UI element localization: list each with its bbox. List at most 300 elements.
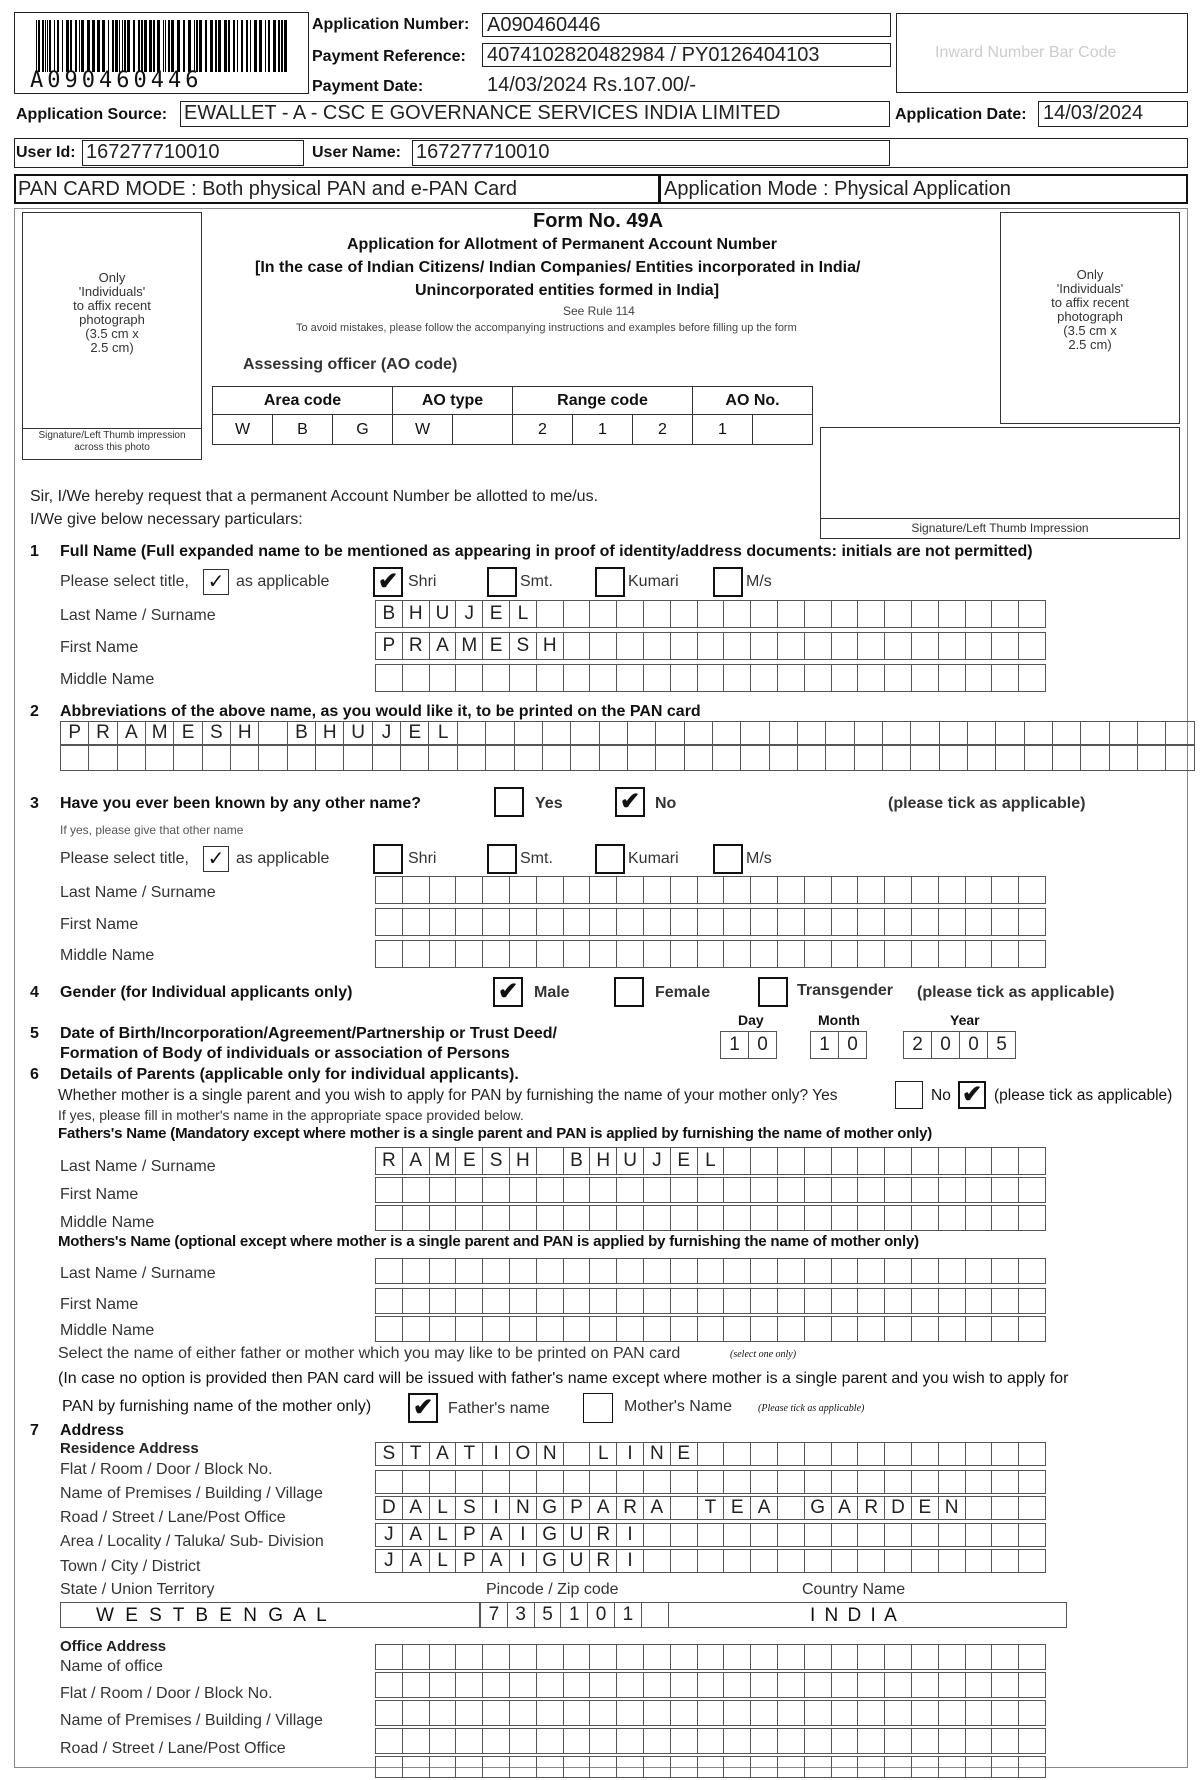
char-cell bbox=[510, 665, 537, 691]
char-cell bbox=[885, 1757, 912, 1777]
s6-yes-checkbox[interactable] bbox=[895, 1081, 923, 1109]
s5-month-grid[interactable] bbox=[810, 1031, 867, 1059]
char-cell bbox=[966, 909, 993, 935]
char-cell bbox=[805, 909, 832, 935]
char-cell bbox=[770, 746, 798, 770]
char-cell bbox=[858, 1178, 885, 1202]
char-cell: R bbox=[590, 1524, 617, 1546]
ao-cell: G bbox=[333, 415, 393, 445]
s6-mother-middle-grid[interactable] bbox=[375, 1316, 1046, 1342]
char-cell: 1 bbox=[811, 1032, 839, 1058]
char-cell bbox=[751, 665, 778, 691]
char-cell bbox=[403, 1289, 430, 1313]
s7-town-grid[interactable] bbox=[375, 1549, 1046, 1573]
char-cell: G bbox=[537, 1497, 564, 1519]
s5-month-label: Month bbox=[818, 1012, 860, 1028]
s3-last-label: Last Name / Surname bbox=[60, 884, 216, 901]
char-cell bbox=[1053, 746, 1081, 770]
ao-header-area: Area code bbox=[213, 387, 393, 415]
char-cell bbox=[644, 1178, 671, 1202]
barcode-bar bbox=[119, 20, 120, 72]
barcode-bar bbox=[250, 20, 251, 72]
s7-office-name-grid-2[interactable] bbox=[375, 1672, 1046, 1698]
char-cell bbox=[430, 1317, 457, 1341]
char-cell bbox=[724, 1757, 751, 1777]
char-cell bbox=[1019, 1550, 1046, 1572]
s6-father-last-label: Last Name / Surname bbox=[60, 1158, 216, 1175]
char-cell bbox=[885, 601, 912, 627]
char-cell bbox=[912, 1673, 939, 1697]
char-cell bbox=[778, 633, 805, 659]
app-mode: Application Mode : Physical Application bbox=[664, 178, 1011, 200]
char-cell: I bbox=[617, 1550, 644, 1572]
s4-transgender-checkbox[interactable] bbox=[758, 977, 788, 1007]
s1-last-name-grid[interactable] bbox=[375, 600, 1046, 628]
char-cell bbox=[912, 877, 939, 903]
s3-if-yes: If yes, please give that other name bbox=[60, 823, 244, 837]
barcode-bar bbox=[92, 20, 95, 72]
char-cell bbox=[403, 1471, 430, 1493]
char-cell: G bbox=[537, 1524, 564, 1546]
char-cell bbox=[376, 909, 403, 935]
char-cell bbox=[778, 665, 805, 691]
char-cell bbox=[671, 1645, 698, 1669]
char-cell bbox=[939, 601, 966, 627]
s3-yes-checkbox[interactable] bbox=[494, 787, 524, 817]
char-cell bbox=[1019, 1289, 1046, 1313]
ao-cell: 1 bbox=[573, 415, 633, 445]
s3-kumari-checkbox[interactable] bbox=[595, 844, 625, 874]
char-cell bbox=[376, 1289, 403, 1313]
char-cell bbox=[376, 941, 403, 967]
char-cell: E bbox=[724, 1497, 751, 1519]
char-cell bbox=[510, 1673, 537, 1697]
s7-flat-label: Flat / Room / Door / Block No. bbox=[60, 1461, 273, 1478]
s1-first-name-grid[interactable] bbox=[375, 632, 1046, 660]
char-cell bbox=[1019, 877, 1046, 903]
char-cell: M bbox=[456, 633, 483, 659]
ao-cell: B bbox=[273, 415, 333, 445]
s6-father-first-grid[interactable] bbox=[375, 1177, 1046, 1203]
char-cell: T bbox=[698, 1497, 725, 1519]
s7-area-grid[interactable] bbox=[375, 1523, 1046, 1547]
form-rule: See Rule 114 bbox=[563, 304, 635, 318]
ao-cell bbox=[753, 415, 813, 445]
s3-shri-checkbox[interactable] bbox=[373, 844, 403, 874]
s3-middle-name-grid[interactable] bbox=[375, 940, 1046, 968]
s2-abbr-grid-2[interactable] bbox=[60, 745, 1195, 771]
char-cell bbox=[1025, 746, 1053, 770]
char-cell: 0 bbox=[932, 1032, 960, 1058]
char-cell bbox=[805, 877, 832, 903]
barcode-bar bbox=[49, 20, 51, 72]
char-cell bbox=[376, 1729, 403, 1753]
char-cell bbox=[832, 1701, 859, 1725]
s7-town-label: Town / City / District bbox=[60, 1558, 201, 1575]
form-subtitle: Application for Allotment of Permanent Account Number bbox=[347, 236, 777, 253]
char-cell bbox=[858, 1317, 885, 1341]
char-cell bbox=[939, 1524, 966, 1546]
char-cell: I bbox=[617, 1524, 644, 1546]
char-cell bbox=[483, 1757, 510, 1777]
char-cell bbox=[832, 1259, 859, 1283]
s3-smt-checkbox[interactable] bbox=[487, 844, 517, 874]
s3-middle-label: Middle Name bbox=[60, 947, 155, 964]
char-cell bbox=[832, 1289, 859, 1313]
char-cell bbox=[403, 909, 430, 935]
char-cell bbox=[483, 1729, 510, 1753]
barcode-bar bbox=[75, 20, 77, 72]
char-cell bbox=[885, 1550, 912, 1572]
s7-flat-grid[interactable] bbox=[375, 1442, 1046, 1466]
char-cell bbox=[778, 941, 805, 967]
s6-father-last-grid[interactable] bbox=[375, 1147, 1046, 1175]
char-cell bbox=[510, 1645, 537, 1669]
s5-day-label: Day bbox=[738, 1012, 764, 1028]
char-cell bbox=[805, 1471, 832, 1493]
char-cell bbox=[832, 601, 859, 627]
s1-smt-checkbox[interactable] bbox=[487, 567, 517, 597]
char-cell bbox=[832, 1673, 859, 1697]
s4-female-checkbox[interactable] bbox=[614, 977, 644, 1007]
char-cell bbox=[939, 1289, 966, 1313]
char-cell bbox=[456, 877, 483, 903]
char-cell bbox=[510, 1729, 537, 1753]
char-cell bbox=[1166, 722, 1194, 744]
s6-mother-first-grid[interactable] bbox=[375, 1288, 1046, 1314]
char-cell bbox=[885, 877, 912, 903]
char-cell bbox=[486, 722, 514, 744]
s3-first-name-grid[interactable] bbox=[375, 908, 1046, 936]
s7-office-flat-grid[interactable] bbox=[375, 1700, 1046, 1726]
char-cell bbox=[778, 601, 805, 627]
char-cell bbox=[344, 746, 372, 770]
form-title: Form No. 49A bbox=[533, 210, 664, 232]
char-cell: L bbox=[429, 722, 457, 744]
char-cell bbox=[885, 1645, 912, 1669]
char-cell: 1 bbox=[721, 1032, 749, 1058]
app-source-label: Application Source: bbox=[16, 106, 168, 123]
char-cell bbox=[966, 665, 993, 691]
char-cell bbox=[966, 941, 993, 967]
char-cell bbox=[939, 1317, 966, 1341]
s5-day-grid[interactable] bbox=[720, 1031, 777, 1059]
char-cell bbox=[564, 1443, 591, 1465]
char-cell: N bbox=[644, 1443, 671, 1465]
char-cell bbox=[912, 1289, 939, 1313]
mode-divider bbox=[658, 174, 661, 204]
char-cell bbox=[1110, 722, 1138, 744]
char-cell bbox=[1138, 746, 1166, 770]
char-cell bbox=[858, 941, 885, 967]
char-cell bbox=[912, 1524, 939, 1546]
char-cell: L bbox=[510, 601, 537, 627]
char-cell bbox=[537, 909, 564, 935]
char-cell bbox=[724, 1550, 751, 1572]
char-cell bbox=[1019, 665, 1046, 691]
char-cell: J bbox=[376, 1550, 403, 1572]
char-cell bbox=[1081, 746, 1109, 770]
char-cell bbox=[628, 722, 656, 744]
s3-ms-checkbox[interactable] bbox=[713, 844, 743, 874]
s3-no-checkbox[interactable]: ✔ bbox=[615, 787, 645, 817]
char-cell bbox=[778, 1701, 805, 1725]
char-cell bbox=[751, 1148, 778, 1174]
char-cell bbox=[751, 1524, 778, 1546]
barcode-bar bbox=[177, 20, 180, 72]
char-cell bbox=[698, 1443, 725, 1465]
char-cell bbox=[671, 1550, 698, 1572]
char-cell bbox=[751, 1673, 778, 1697]
char-cell: S bbox=[510, 633, 537, 659]
char-cell bbox=[510, 1289, 537, 1313]
char-cell bbox=[992, 1289, 1019, 1313]
char-cell bbox=[644, 1206, 671, 1230]
char-cell bbox=[456, 1317, 483, 1341]
char-cell bbox=[911, 746, 939, 770]
char-cell bbox=[1019, 909, 1046, 935]
char-cell bbox=[751, 601, 778, 627]
barcode-bar bbox=[70, 20, 72, 72]
char-cell: J bbox=[373, 722, 401, 744]
s1-shri-checkbox[interactable]: ✔ bbox=[373, 567, 403, 597]
char-cell bbox=[770, 722, 798, 744]
char-cell bbox=[644, 1550, 671, 1572]
char-cell bbox=[376, 1206, 403, 1230]
char-cell bbox=[992, 1497, 1019, 1519]
char-cell bbox=[858, 601, 885, 627]
char-cell bbox=[966, 1443, 993, 1465]
inward-label: Inward Number Bar Code bbox=[935, 44, 1117, 61]
char-cell: 0 bbox=[588, 1603, 615, 1627]
s7-prem-grid[interactable] bbox=[375, 1470, 1046, 1494]
ao-cell: W bbox=[393, 415, 453, 445]
char-cell: S bbox=[203, 722, 231, 744]
char-cell bbox=[698, 1673, 725, 1697]
s4-female-label: Female bbox=[655, 984, 711, 1001]
barcode-bar bbox=[281, 20, 283, 72]
s6-mothers-name-label: Mother's Name bbox=[624, 1398, 732, 1415]
s3-no-label: No bbox=[655, 795, 677, 812]
char-cell bbox=[778, 1729, 805, 1753]
s2-num: 2 bbox=[30, 703, 39, 720]
char-cell bbox=[885, 1471, 912, 1493]
char-cell bbox=[483, 1471, 510, 1493]
char-cell bbox=[564, 1757, 591, 1777]
barcode-bar bbox=[38, 20, 40, 72]
char-cell: P bbox=[456, 1550, 483, 1572]
s3-ms-label: M/s bbox=[746, 850, 772, 867]
char-cell bbox=[698, 1289, 725, 1313]
char-cell bbox=[939, 1645, 966, 1669]
char-cell: 1 bbox=[561, 1603, 588, 1627]
char-cell bbox=[751, 1443, 778, 1465]
char-cell bbox=[590, 1757, 617, 1777]
char-cell bbox=[912, 601, 939, 627]
char-cell bbox=[671, 1206, 698, 1230]
char-cell bbox=[992, 909, 1019, 935]
char-cell bbox=[671, 909, 698, 935]
char-cell bbox=[483, 941, 510, 967]
char-cell bbox=[456, 665, 483, 691]
s7-road-grid[interactable] bbox=[375, 1496, 1046, 1520]
char-cell bbox=[1019, 1701, 1046, 1725]
intro-line-2: I/We give below necessary particulars: bbox=[30, 511, 303, 528]
s7-res-heading: Residence Address bbox=[60, 1440, 199, 1457]
char-cell: D bbox=[376, 1497, 403, 1519]
s7-office-road-grid[interactable] bbox=[375, 1756, 1046, 1778]
char-cell bbox=[564, 1178, 591, 1202]
char-cell bbox=[403, 1729, 430, 1753]
char-cell bbox=[644, 1729, 671, 1753]
char-cell bbox=[805, 633, 832, 659]
char-cell: A bbox=[403, 1550, 430, 1572]
s1-num: 1 bbox=[30, 543, 39, 560]
s2-abbr-grid[interactable] bbox=[60, 721, 1195, 745]
char-cell bbox=[832, 1471, 859, 1493]
s6-mother-last-grid[interactable] bbox=[375, 1258, 1046, 1284]
s6-mothers-name-checkbox[interactable] bbox=[583, 1393, 613, 1423]
s6-no-checkbox[interactable]: ✔ bbox=[958, 1081, 986, 1109]
photo-box-left bbox=[22, 212, 202, 460]
s7-state-label: State / Union Territory bbox=[60, 1581, 215, 1598]
s1-example-tick: ✓ bbox=[203, 569, 229, 595]
char-cell: B bbox=[288, 722, 316, 744]
s1-title: Full Name (Full expanded name to be mentioned as appearing in proof of identity/address documents: initials are not permitted) bbox=[60, 543, 1033, 560]
s4-male-checkbox[interactable]: ✔ bbox=[493, 977, 523, 1007]
char-cell bbox=[751, 1550, 778, 1572]
char-cell bbox=[644, 1471, 671, 1493]
char-cell: G bbox=[537, 1550, 564, 1572]
char-cell bbox=[456, 1471, 483, 1493]
s7-office-prem-grid[interactable] bbox=[375, 1728, 1046, 1754]
char-cell bbox=[805, 601, 832, 627]
char-cell bbox=[376, 1673, 403, 1697]
char-cell: I bbox=[510, 1524, 537, 1546]
s4-male-label: Male bbox=[534, 984, 570, 1001]
char-cell: H bbox=[510, 1148, 537, 1174]
char-cell bbox=[992, 1550, 1019, 1572]
char-cell: N bbox=[537, 1443, 564, 1465]
barcode-bar bbox=[108, 20, 109, 72]
char-cell bbox=[259, 746, 287, 770]
char-cell bbox=[456, 1289, 483, 1313]
char-cell bbox=[458, 746, 486, 770]
char-cell: 5 bbox=[988, 1032, 1016, 1058]
char-cell bbox=[778, 1259, 805, 1283]
char-cell bbox=[992, 1701, 1019, 1725]
char-cell bbox=[724, 665, 751, 691]
char-cell bbox=[713, 722, 741, 744]
s6-fathers-name-label: Father's name bbox=[448, 1400, 550, 1417]
char-cell bbox=[590, 1206, 617, 1230]
char-cell bbox=[751, 633, 778, 659]
s7-office-name-grid[interactable] bbox=[375, 1644, 1046, 1670]
s3-kumari-label: Kumari bbox=[628, 850, 679, 867]
char-cell bbox=[968, 746, 996, 770]
char-cell: H bbox=[231, 722, 259, 744]
s3-last-name-grid[interactable] bbox=[375, 876, 1046, 904]
barcode-bar bbox=[157, 20, 160, 72]
char-cell bbox=[571, 746, 599, 770]
char-cell bbox=[778, 909, 805, 935]
char-cell bbox=[832, 1148, 859, 1174]
s1-middle-name-grid[interactable] bbox=[375, 664, 1046, 692]
char-cell bbox=[1053, 722, 1081, 744]
char-cell bbox=[617, 1471, 644, 1493]
char-cell bbox=[430, 1701, 457, 1725]
char-cell bbox=[939, 941, 966, 967]
char-cell: M bbox=[430, 1148, 457, 1174]
char-cell: J bbox=[376, 1524, 403, 1546]
barcode-bar bbox=[97, 20, 100, 72]
barcode-bar bbox=[224, 20, 227, 72]
s7-state-value: W E S T B E N G A L bbox=[96, 1605, 330, 1626]
char-cell bbox=[564, 1259, 591, 1283]
char-cell bbox=[966, 1471, 993, 1493]
char-cell: H bbox=[537, 633, 564, 659]
barcode-bar bbox=[87, 20, 90, 72]
char-cell bbox=[644, 601, 671, 627]
char-cell bbox=[724, 1289, 751, 1313]
char-cell bbox=[564, 877, 591, 903]
s7-pin-grid[interactable] bbox=[480, 1602, 669, 1628]
char-cell bbox=[912, 1206, 939, 1230]
char-cell bbox=[966, 1701, 993, 1725]
barcode-bar bbox=[210, 20, 213, 72]
char-cell: A bbox=[590, 1497, 617, 1519]
char-cell bbox=[376, 1757, 403, 1777]
s6-fathers-name-checkbox[interactable]: ✔ bbox=[408, 1393, 438, 1423]
char-cell bbox=[373, 746, 401, 770]
s6-case-note-2: PAN by furnishing name of the mother only) bbox=[62, 1398, 372, 1415]
char-cell bbox=[832, 1550, 859, 1572]
char-cell bbox=[483, 1289, 510, 1313]
ao-cell: 2 bbox=[633, 415, 693, 445]
char-cell bbox=[966, 1317, 993, 1341]
char-cell bbox=[685, 746, 713, 770]
char-cell bbox=[456, 1178, 483, 1202]
char-cell bbox=[590, 1729, 617, 1753]
char-cell bbox=[671, 1178, 698, 1202]
char-cell bbox=[510, 1317, 537, 1341]
s5-year-grid[interactable] bbox=[903, 1031, 1016, 1059]
s1-kumari-checkbox[interactable] bbox=[595, 567, 625, 597]
barcode-bar bbox=[153, 20, 155, 72]
char-cell: J bbox=[644, 1148, 671, 1174]
char-cell bbox=[832, 1524, 859, 1546]
barcode-bar bbox=[205, 20, 207, 72]
char-cell bbox=[644, 909, 671, 935]
char-cell bbox=[376, 1471, 403, 1493]
char-cell: S bbox=[483, 1148, 510, 1174]
char-cell bbox=[751, 941, 778, 967]
char-cell bbox=[564, 633, 591, 659]
char-cell bbox=[429, 746, 457, 770]
char-cell bbox=[778, 1443, 805, 1465]
char-cell bbox=[456, 1701, 483, 1725]
char-cell: R bbox=[403, 633, 430, 659]
char-cell bbox=[644, 877, 671, 903]
char-cell: P bbox=[61, 722, 89, 744]
s5-year-label: Year bbox=[950, 1012, 980, 1028]
char-cell bbox=[724, 1673, 751, 1697]
char-cell bbox=[698, 633, 725, 659]
s6-father-middle-grid[interactable] bbox=[375, 1205, 1046, 1231]
barcode-bar bbox=[141, 20, 143, 72]
s1-ms-checkbox[interactable] bbox=[713, 567, 743, 597]
char-cell bbox=[966, 1673, 993, 1697]
